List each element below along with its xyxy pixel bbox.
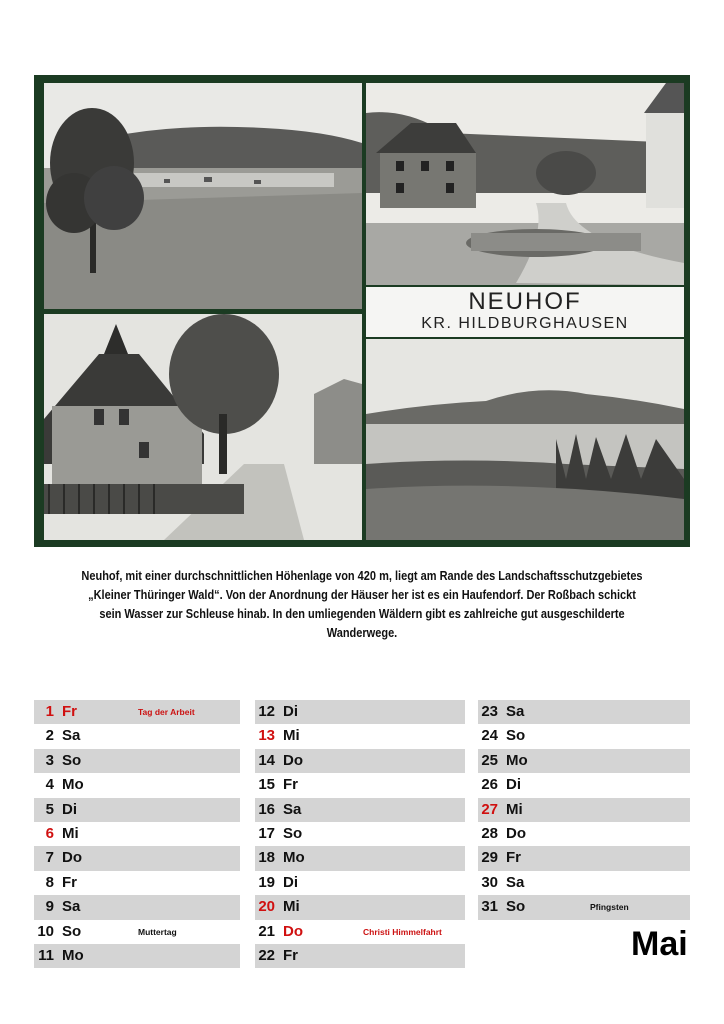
description-text: Neuhof, mit einer durchschnittlichen Höhenlage von 420 m, liegt am Rande des Landschaftsschutzgebietes „Kleiner Thüringer Wald“. Von der Anordnung der Häuser her ist es ein Haufendorf. Der Roßbach schickt sein Wasser zur Schleuse hinab. In den umliegenden Wäldern gibt es zahlreiche gut ausgeschilderte Wanderwege.: [81, 569, 643, 640]
calendar-day-row: [34, 920, 240, 944]
calendar-day-row: [34, 700, 240, 724]
day-number: 28: [481, 824, 498, 842]
day-number: 24: [481, 727, 498, 745]
weekday: Di: [506, 776, 521, 794]
day-number: 14: [258, 751, 275, 769]
calendar-day-row: [478, 871, 690, 895]
weekday: Di: [62, 800, 77, 818]
calendar-day-row: [34, 895, 240, 919]
month-name: Mai: [631, 925, 688, 963]
calendar-day-row: [255, 920, 465, 944]
weekday: Do: [283, 922, 303, 940]
weekday: Fr: [62, 703, 77, 720]
weekday: Mo: [506, 751, 528, 769]
holiday-label: Muttertag: [138, 926, 177, 937]
weekday: Mo: [62, 946, 84, 964]
day-number: 9: [45, 898, 54, 916]
day-number: 2: [45, 727, 54, 745]
day-number: 10: [37, 922, 54, 940]
weekday: Do: [62, 849, 82, 867]
day-number: 23: [481, 703, 498, 720]
day-number: 25: [481, 751, 498, 769]
calendar-day-row: [255, 773, 465, 797]
weekday: Do: [283, 751, 303, 769]
calendar-day-row: [34, 749, 240, 773]
weekday: Fr: [62, 873, 77, 891]
day-number: 20: [258, 898, 275, 916]
day-number: 8: [45, 873, 54, 891]
day-number: 3: [45, 751, 54, 769]
weekday: Mi: [506, 800, 523, 818]
weekday: Sa: [283, 800, 302, 818]
calendar-column-2: [255, 700, 465, 968]
holiday-label: Christi Himmelfahrt: [363, 926, 442, 937]
weekday: Fr: [283, 776, 298, 794]
day-number: 7: [45, 849, 54, 867]
calendar-day-row: [255, 822, 465, 846]
weekday: So: [506, 727, 526, 745]
calendar-day-row: [34, 773, 240, 797]
weekday: Mi: [283, 727, 300, 745]
day-number: 30: [481, 873, 498, 891]
day-number: 18: [258, 849, 275, 867]
day-number: 13: [258, 727, 275, 745]
calendar-day-row: [255, 944, 465, 968]
calendar-day-row: [255, 895, 465, 919]
day-number: 11: [38, 946, 54, 964]
day-number: 15: [258, 776, 275, 794]
calendar-day-row: [255, 724, 465, 748]
day-number: 5: [45, 800, 54, 818]
photo-village-square: [366, 83, 684, 285]
weekday: Sa: [506, 873, 525, 891]
weekday: Sa: [62, 727, 81, 745]
weekday: Mi: [62, 824, 79, 842]
calendar-column-3: [478, 700, 688, 920]
day-number: 6: [45, 824, 54, 842]
day-number: 21: [258, 922, 275, 940]
weekday: Mo: [62, 776, 84, 794]
calendar-day-row: [255, 798, 465, 822]
calendar-day-row: [478, 895, 690, 919]
calendar-day-row: [255, 871, 465, 895]
calendar-day-row: [478, 724, 690, 748]
day-number: 17: [258, 824, 275, 842]
calendar-day-row: [478, 700, 690, 724]
day-number: 1: [45, 703, 54, 720]
day-number: 27: [481, 800, 498, 818]
calendar-column-1: [34, 700, 244, 968]
calendar-day-row: [255, 749, 465, 773]
weekday: Mi: [283, 898, 300, 916]
calendar-day-row: [34, 846, 240, 870]
calendar-day-row: [478, 749, 690, 773]
place-title: NEUHOF: [468, 288, 582, 315]
day-number: 22: [258, 946, 275, 964]
place-subtitle: KR. HILDBURGHAUSEN: [421, 315, 629, 332]
holiday-label: Pfingsten: [590, 902, 629, 913]
calendar-day-row: [478, 798, 690, 822]
calendar-day-row: [34, 798, 240, 822]
day-number: 26: [481, 776, 498, 794]
weekday: Do: [506, 824, 526, 842]
day-number: 4: [45, 776, 54, 794]
photo-church-street: [44, 314, 362, 540]
day-number: 31: [481, 898, 498, 916]
weekday: Di: [283, 873, 298, 891]
weekday: So: [62, 751, 82, 769]
weekday: Sa: [506, 703, 525, 720]
weekday: Fr: [283, 946, 298, 964]
weekday: So: [62, 922, 82, 940]
weekday: So: [506, 898, 526, 916]
day-number: 19: [258, 873, 275, 891]
calendar-day-row: [255, 846, 465, 870]
calendar-day-row: [34, 822, 240, 846]
photo-meadow-tree: [44, 83, 362, 309]
weekday: Fr: [506, 849, 521, 867]
weekday: Sa: [62, 898, 81, 916]
weekday: Mo: [283, 849, 305, 867]
calendar-day-row: [34, 871, 240, 895]
calendar-day-row: [478, 846, 690, 870]
weekday: Di: [283, 703, 298, 720]
calendar-day-row: [34, 724, 240, 748]
calendar-day-row: [478, 773, 690, 797]
photo-pond-hill: [366, 339, 684, 540]
calendar-day-row: [34, 944, 240, 968]
calendar-day-row: [478, 822, 690, 846]
holiday-label: Tag der Arbeit: [138, 707, 195, 717]
calendar-day-row: [255, 700, 465, 724]
day-number: 12: [258, 703, 275, 720]
day-number: 29: [481, 849, 498, 867]
weekday: So: [283, 824, 303, 842]
title-panel: [366, 287, 684, 337]
day-number: 16: [258, 800, 275, 818]
